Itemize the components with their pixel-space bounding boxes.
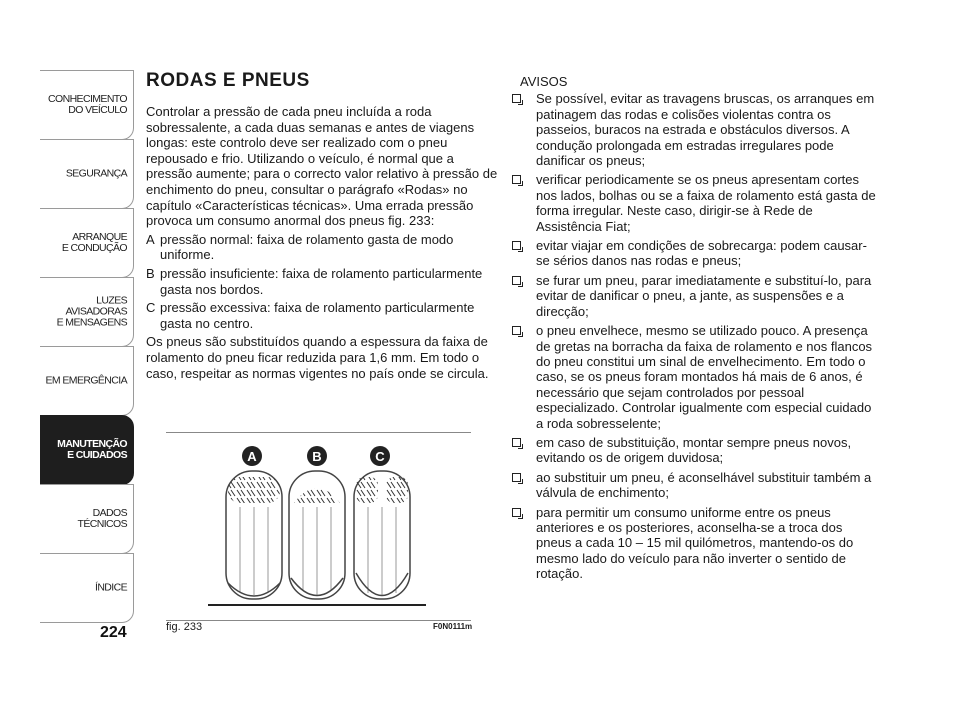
badge-a (242, 446, 262, 466)
checkbox-bullet-icon (512, 473, 521, 482)
tire-c (354, 471, 410, 599)
warning-item (512, 505, 880, 582)
badge-c (370, 446, 390, 466)
right-column (512, 74, 880, 586)
tab-label: DADOS TÉCNICOS (77, 507, 127, 530)
checkbox-bullet-icon (512, 508, 521, 517)
warning-item (512, 435, 880, 466)
item-text: pressão normal: faixa de rolamento gasta de modo uniforme. (160, 231, 454, 263)
page-number: 224 (100, 624, 127, 641)
tire-a (226, 471, 282, 599)
item-label: B (146, 265, 155, 281)
figure-caption: fig. 233 (166, 621, 203, 633)
tab-em-emergencia[interactable] (40, 346, 134, 416)
warning-item (512, 172, 880, 234)
tab-label: LUZES AVISADORAS E MENSAGENS (56, 294, 127, 329)
tab-label: CONHECIMENTO DO VEÍCULO (48, 93, 127, 116)
figure-code: F0N0111m (433, 622, 473, 631)
tab-label: ARRANQUE E CONDUÇÃO (61, 231, 127, 254)
checkbox-bullet-icon (512, 241, 521, 250)
tab-luzes-avisadoras[interactable] (40, 277, 134, 347)
warning-text: Se possível, evitar as travagens bruscas, os arranques em patinagem das rodas e colisões violentas contra os passeios, buracos na estrada e obstáculos diversos. A condução prolongada em estradas irregulares pode danificar os pneus; (536, 91, 875, 169)
tab-label: MANUTENÇÃO E CUIDADOS (57, 438, 127, 461)
tab-manutencao-e-cuidados[interactable] (40, 415, 134, 485)
tab-indice[interactable] (40, 553, 134, 623)
section-title: RODAS E PNEUS (146, 70, 310, 91)
badge-b (307, 446, 327, 466)
warning-text: verificar periodicamente se os pneus apresentam cortes nos lados, bolhas ou se a faixa de rolamento está gasta de forma irregular. Neste caso, dirigir-se à Rede de Assistência Fiat; (536, 172, 876, 234)
warning-item (512, 238, 880, 269)
list-item (146, 232, 498, 263)
tab-label: EM EMERGÊNCIA (45, 374, 127, 387)
warning-item (512, 273, 880, 319)
tab-conhecimento-do-veiculo[interactable] (40, 70, 134, 140)
list-item (146, 266, 498, 297)
warning-item (512, 91, 880, 168)
warning-item (512, 470, 880, 501)
warning-text: ao substituir um pneu, é aconselhável substituir também a válvula de enchimento; (536, 469, 872, 501)
tab-label: SEGURANÇA (65, 167, 127, 180)
checkbox-bullet-icon (512, 94, 521, 103)
checkbox-bullet-icon (512, 276, 521, 285)
warning-text: se furar um pneu, parar imediatamente e substituí-lo, para evitar de danificar o pneu, a jante, as suspensões e a direcção; (536, 272, 872, 319)
checkbox-bullet-icon (512, 326, 521, 335)
list-item (146, 300, 498, 331)
item-label: C (146, 300, 156, 316)
item-label: A (146, 231, 155, 247)
item-text: pressão insuficiente: faixa de rolamento particularmente gasta nos bordos. (160, 265, 483, 297)
warning-text: evitar viajar em condições de sobrecarga: podem causar-se sérios danos nas rodas e pneus; (536, 238, 867, 269)
item-text: pressão excessiva: faixa de rolamento particularmente gasta no centro. (160, 300, 475, 331)
tab-arranque-e-conducao[interactable] (40, 208, 134, 278)
warning-text: para permitir um consumo uniforme entre os pneus anteriores e os posteriores, aconselha-se a troca dos pneus a cada 10 – 15 mil quilómetros, mantendo-os do mesmo lado do veículo para não inverter o sentido de rotação. (536, 504, 854, 582)
warning-text: em caso de substituição, montar sempre pneus novos, evitando os de origem duvidosa; (536, 434, 852, 466)
tire-b (289, 471, 345, 599)
warnings-heading: AVISOS (520, 74, 568, 89)
intro-paragraph: Controlar a pressão de cada pneu incluída a roda sobressalente, a cada duas semanas e antes de viagens longas: este controlo deve ser realizado com o pneu repousado e frio. Utilizando o veículo, é normal que a pressão aumente; para o correcto valor relativo à pressão de enchimento do pneu, consultar o parágrafo «Rodas» no capítulo «Características técnicas». Uma errada pressão provoca um consumo anormal dos pneus fig. 233: (146, 104, 498, 229)
badge-label: A (247, 449, 257, 464)
badge-label: B (312, 449, 322, 464)
checkbox-bullet-icon (512, 175, 521, 184)
warning-item (512, 323, 880, 431)
checkbox-bullet-icon (512, 438, 521, 447)
badge-label: C (375, 449, 385, 464)
tire-wear-illustration (166, 433, 471, 620)
tab-label: ÍNDICE (95, 581, 127, 594)
tab-dados-tecnicos[interactable] (40, 484, 134, 554)
tire-wear-figure (166, 432, 471, 621)
outro-paragraph: Os pneus são substituídos quando a espessura da faixa de rolamento do pneu ficar reduzida para 1,6 mm. Em todo o caso, respeitar as normas vigentes no país onde se circula. (146, 334, 489, 381)
tab-seguranca[interactable] (40, 139, 134, 209)
warning-text: o pneu envelhece, mesmo se utilizado pouco. A presença de gretas na borracha da faixa de rolamento e nos flancos do pneu constitui um sinal de envelhecimento. Em todo o caso, se os pneus foram montados há mais de 6 anos, é necessário que sejam controlados por pessoal especializado. Controlar igualmente com especial cuidado a roda sobresselente; (536, 323, 873, 431)
left-column (146, 104, 498, 384)
chapter-sidebar (40, 70, 134, 623)
